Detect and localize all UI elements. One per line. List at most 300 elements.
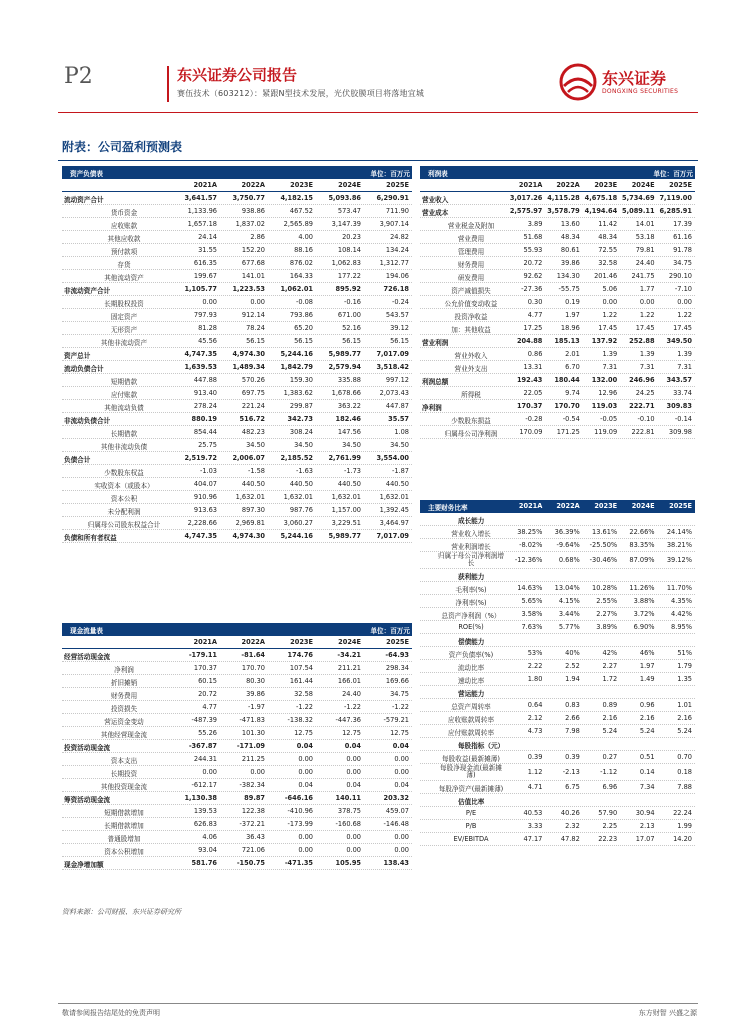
row-label: 其他投资现金流 [100,783,148,791]
cash-flow-table [62,623,412,870]
row-value: 3,578.79 [547,207,580,215]
row-value: 2.01 [565,350,580,358]
row-value: 2,519.72 [184,454,217,462]
row-value: 174.76 [287,651,313,659]
row-value: 3.44% [558,610,580,618]
row-value: 0.89 [602,701,618,709]
row-value: -0.16 [343,298,361,306]
row-value: 3,907.14 [379,220,409,228]
row-value: -0.24 [391,298,409,306]
row-value: 9.74 [565,389,580,397]
row-value: 222.81 [631,428,655,436]
row-label: 存货 [117,261,131,269]
row-value: 2,565.89 [283,220,313,228]
row-value: 0.39 [565,753,580,761]
row-value: 56.15 [342,337,361,345]
row-value: 48.34 [560,233,580,241]
row-value: 1,223.53 [232,285,265,293]
row-value: 56.15 [246,337,265,345]
row-label: 净利润 [114,666,134,674]
row-value: -0.05 [600,415,618,423]
row-value: 4.15% [558,597,580,605]
row-label: 流动负债合计 [64,365,104,373]
table-row [420,833,695,846]
logo-text-cn: 东兴证券 [602,69,667,88]
income-years-row [420,179,695,192]
row-label: P/B [465,822,477,830]
income-statement-table [420,166,695,439]
row-value: 42% [602,649,618,657]
cashflow-unit: 单位：百万元 [370,627,410,635]
row-value: 0.00 [602,298,618,306]
row-value: 107.54 [289,664,313,672]
cashflow-title: 现金流量表 [70,627,103,635]
row-value: 203.32 [383,794,409,802]
row-value: 0.04 [344,742,361,750]
row-value: 10.28% [592,584,618,592]
row-value: 24.14 [198,233,217,241]
row-value: -146.48 [383,820,409,828]
year-label: 2024E [631,181,655,189]
table-row [420,820,695,833]
row-value: -612.17 [191,781,217,789]
row-value: 0.18 [677,768,692,776]
row-value: 134.30 [556,272,580,280]
row-value: -1.58 [247,467,265,475]
year-label: 2025E [386,638,409,646]
table-row [420,595,695,608]
row-value: 3,060.27 [283,519,313,527]
table-row [62,491,412,504]
row-value: 2.27% [596,610,618,618]
row-label: 折旧摊销 [110,679,138,687]
row-value: 185.13 [554,337,580,345]
footer-disclaimer: 敬请参阅报告结尾处的免责声明 [62,1009,160,1017]
row-value: 1,632.01 [379,493,409,501]
row-value: -12.36% [514,556,543,564]
row-value: 36.43 [246,833,265,841]
row-value: 404.07 [193,480,217,488]
row-value: 91.78 [673,246,692,254]
row-value: 1,842.79 [280,363,313,371]
row-label: 归属母公司净利润 [444,430,498,438]
row-value: 938.86 [241,207,265,215]
row-value: 83.35% [629,541,655,549]
row-value: 13.04% [554,584,580,592]
table-row [62,244,412,257]
row-value: 170.37 [193,664,217,672]
row-value: -34.21 [337,651,361,659]
table-row [62,675,412,688]
table-row [420,400,695,413]
row-label: 管理费用 [457,248,485,256]
row-label: 总资产净利润（%） [441,612,501,620]
row-value: 12.75 [390,729,409,737]
row-label: 净利润 [422,404,442,412]
row-value: -1.22 [343,703,361,711]
row-value: -171.09 [236,742,265,750]
row-value: -0.08 [295,298,313,306]
table-row [62,649,412,662]
table-row [420,781,695,794]
row-value: 7.31 [602,363,618,371]
cashflow-years-row [62,636,412,649]
table-row [62,322,412,335]
row-label: 资本支出 [110,757,138,765]
table-row [420,738,695,751]
row-label: 少数股东权益 [104,469,144,477]
table-row [62,348,412,361]
row-value: 1.35 [677,675,692,683]
table-row [420,673,695,686]
row-label: 公允价值变动收益 [444,300,498,308]
row-value: 1,632.01 [283,493,313,501]
table-row [62,218,412,231]
table-row [420,526,695,539]
row-label: 获利能力 [458,573,485,581]
row-value: 7,017.09 [376,532,409,540]
row-value: 0.00 [346,833,361,841]
table-row [62,426,412,439]
row-label: 资产负债率(%) [448,651,494,659]
row-value: 17.25 [523,324,543,332]
row-label: EV/EBITDA [453,835,489,843]
row-value: 2.22 [527,662,543,670]
table-row [420,322,695,335]
row-value: 24.25 [635,389,655,397]
row-value: 0.00 [346,846,361,854]
row-value: 343.57 [666,376,692,384]
year-label: 2024E [338,638,361,646]
row-value: 56.15 [294,337,313,345]
row-value: 170.70 [241,664,265,672]
row-value: 31.55 [198,246,217,254]
row-value: 0.64 [527,701,543,709]
row-value: 0.00 [677,298,692,306]
table-row [420,539,695,552]
row-label: 预付款项 [110,248,138,256]
row-value: 910.96 [193,493,217,501]
table-row [62,374,412,387]
row-value: -1.22 [295,703,313,711]
table-row [420,218,695,231]
row-value: -1.63 [295,467,313,475]
row-value: 2,579.94 [328,363,361,371]
row-value: -160.68 [335,820,361,828]
row-label: 营业费用 [457,235,485,243]
row-value: 309.83 [666,402,692,410]
row-value: -173.99 [287,820,313,828]
row-value: 342.73 [287,415,313,423]
row-value: -1.97 [247,703,265,711]
table-row [420,244,695,257]
row-value: 0.04 [296,742,313,750]
row-label: 应收账款 [110,222,138,230]
row-value: 0.00 [394,833,409,841]
table-row [420,807,695,820]
row-value: 7.31 [639,363,655,371]
row-label: 毛利率(%) [455,586,487,594]
table-row [62,413,412,426]
row-value: 726.18 [383,285,409,293]
row-value: 7,119.00 [659,194,692,202]
row-value: 1.97 [565,311,580,319]
row-value: 0.51 [639,753,655,761]
table-row [420,569,695,582]
row-value: 3,229.51 [331,519,361,527]
ratios-header [420,500,695,513]
row-value: 39.12% [666,556,692,564]
row-value: 47.82 [560,835,580,843]
row-value: 244.31 [193,755,217,763]
row-label: 速动比率 [457,677,485,685]
row-label: 货币资金 [110,209,138,217]
table-row [62,231,412,244]
row-value: 140.11 [335,794,361,802]
row-value: 1,157.00 [331,506,361,514]
row-value: 2,969.81 [235,519,265,527]
year-label: 2022A [556,502,580,510]
row-value: 0.04 [394,781,409,789]
row-value: 4.00 [298,233,313,241]
row-value: -0.10 [637,415,655,423]
row-value: 24.14% [666,528,692,536]
row-value: 138.43 [383,859,409,867]
row-value: 5.65% [521,597,543,605]
row-label: 估值比率 [458,798,485,806]
row-label: 营运资金变动 [104,718,144,726]
row-value: 2.13 [639,822,655,830]
table-row [420,361,695,374]
row-value: 56.15 [390,337,409,345]
table-row [62,766,412,779]
header-divider [167,66,169,102]
row-value: -579.21 [383,716,409,724]
row-value: 6.70 [565,363,580,371]
row-value: 290.10 [668,272,692,280]
row-label: 现金净增加额 [64,861,104,869]
balance-years-row [62,179,412,192]
row-label: 其他流动负债 [104,404,144,412]
row-label: 其他非流动负债 [100,443,148,451]
row-value: 671.00 [337,311,361,319]
row-value: -372.21 [239,820,265,828]
source-note: 资料来源：公司财报、东兴证券研究所 [62,908,181,916]
row-label: 营业利润 [422,339,449,347]
row-value: 161.44 [289,677,313,685]
row-value: 854.44 [193,428,217,436]
row-value: 6.90% [633,623,655,631]
row-value: 93.04 [198,846,217,854]
row-value: 2.16 [639,714,655,722]
row-value: 3,464.97 [379,519,409,527]
table-row [62,309,412,322]
table-row [62,504,412,517]
row-value: 440.50 [241,480,265,488]
row-label: 其他经营现金流 [100,731,148,739]
row-label: 财务费用 [457,261,485,269]
table-row [420,426,695,439]
table-row [420,608,695,621]
row-value: 987.76 [289,506,313,514]
cashflow-header [62,623,412,636]
year-label: 2022A [556,181,580,189]
row-value: 17.45 [598,324,618,332]
row-value: 5.24 [639,727,655,735]
row-value: 18.96 [560,324,580,332]
row-value: 1.79 [677,662,692,670]
row-value: 51.68 [523,233,543,241]
table-row [420,270,695,283]
row-value: 5.24 [602,727,618,735]
row-value: 3.88% [633,597,655,605]
year-label: 2024E [631,502,655,510]
row-value: 119.03 [591,402,618,410]
row-value: 221.24 [241,402,265,410]
row-value: -150.75 [236,859,265,867]
row-value: 0.00 [394,846,409,854]
row-value: 5.24 [677,727,692,735]
row-value: 39.12 [390,324,409,332]
row-value: 2.52 [565,662,580,670]
table-row [62,192,412,205]
row-value: 171.25 [556,428,580,436]
row-value: 1.80 [527,675,543,683]
row-value: 1.22 [677,311,692,319]
row-value: 0.86 [527,350,543,358]
row-value: 797.93 [193,311,217,319]
row-label: 营业收入 [422,196,449,204]
row-label: 其他流动资产 [104,274,144,282]
year-label: 2023E [594,181,618,189]
page-number: P2 [64,64,93,89]
row-value: 40.26 [560,809,580,817]
row-value: 211.21 [337,664,361,672]
row-value: 308.24 [289,428,313,436]
table-row [62,805,412,818]
row-value: 299.87 [289,402,313,410]
row-value: 1.72 [602,675,618,683]
row-value: 5,989.77 [328,350,361,358]
row-value: 880.19 [191,415,217,423]
row-value: 47.17 [523,835,543,843]
row-value: -179.11 [188,651,217,659]
row-value: 697.75 [241,389,265,397]
table-row [62,361,412,374]
row-label: 净利率(%) [455,599,487,607]
row-value: -1.22 [391,703,409,711]
row-value: 0.04 [392,742,409,750]
row-value: 177.22 [337,272,361,280]
row-value: 1,632.01 [235,493,265,501]
row-value: 913.63 [193,506,217,514]
row-label: 未分配利润 [107,508,141,516]
row-value: 278.24 [193,402,217,410]
table-row [420,335,695,348]
row-value: 139.53 [193,807,217,815]
row-value: 169.66 [385,677,409,685]
row-value: 6.75 [565,783,580,791]
row-label: ROE(%) [458,623,484,631]
row-value: 4.35% [671,597,692,605]
row-value: 14.20 [673,835,692,843]
row-value: -471.83 [239,716,265,724]
row-value: 677.68 [241,259,265,267]
row-label: 资产减值损失 [451,287,491,295]
row-label: 无形资产 [110,326,138,334]
row-value: 8.95% [671,623,692,631]
row-value: 65.20 [294,324,313,332]
row-value: 6,285.91 [659,207,692,215]
row-value: 35.57 [388,415,409,423]
row-value: 0.04 [298,781,313,789]
table-row [420,764,695,781]
row-value: 997.12 [385,376,409,384]
row-value: 22.23 [598,835,618,843]
row-label: 长期借款 [110,430,138,438]
row-value: 34.50 [294,441,313,449]
row-value: 793.86 [289,311,313,319]
row-value: 170.37 [516,402,543,410]
row-value: 2,073.43 [379,389,409,397]
row-value: 2.16 [602,714,618,722]
row-value: 24.82 [390,233,409,241]
company-logo [558,60,698,104]
row-value: 2.16 [677,714,692,722]
row-value: 11.26% [629,584,655,592]
row-value: 13.31 [523,363,543,371]
row-value: 199.67 [193,272,217,280]
row-label: 营业税金及附加 [447,222,495,230]
row-value: 4,974.30 [232,532,265,540]
table-row [62,439,412,452]
row-value: 164.33 [289,272,313,280]
row-value: 1.22 [639,311,655,319]
row-value: 913.40 [193,389,217,397]
row-value: 5,734.69 [622,194,655,202]
table-row [62,740,412,753]
table-row [62,857,412,870]
row-value: -0.54 [562,415,580,423]
table-row [62,530,412,543]
year-label: 2021A [193,638,217,646]
appendix-rule [58,160,698,161]
row-value: 17.45 [635,324,655,332]
row-value: 7.63% [521,623,543,631]
table-row [420,582,695,595]
row-label: 其他非流动资产 [100,339,148,347]
row-value: 1,105.77 [184,285,217,293]
row-label: 成长能力 [458,517,485,525]
row-value: 122.38 [241,807,265,815]
row-label: 营业外收入 [454,352,488,360]
row-value: 4.06 [202,833,217,841]
row-value: 0.00 [298,755,313,763]
row-value: 543.57 [385,311,409,319]
year-label: 2025E [386,181,409,189]
row-value: 721.06 [241,846,265,854]
row-value: 11.70% [666,584,692,592]
row-value: 3.72% [633,610,655,618]
row-value: 440.50 [337,480,361,488]
row-value: 17.45 [673,324,692,332]
table-row [420,660,695,673]
row-value: 626.83 [193,820,217,828]
row-value: 440.50 [289,480,313,488]
row-value: -487.39 [191,716,217,724]
row-value: 12.75 [294,729,313,737]
row-value: 1,383.62 [283,389,313,397]
